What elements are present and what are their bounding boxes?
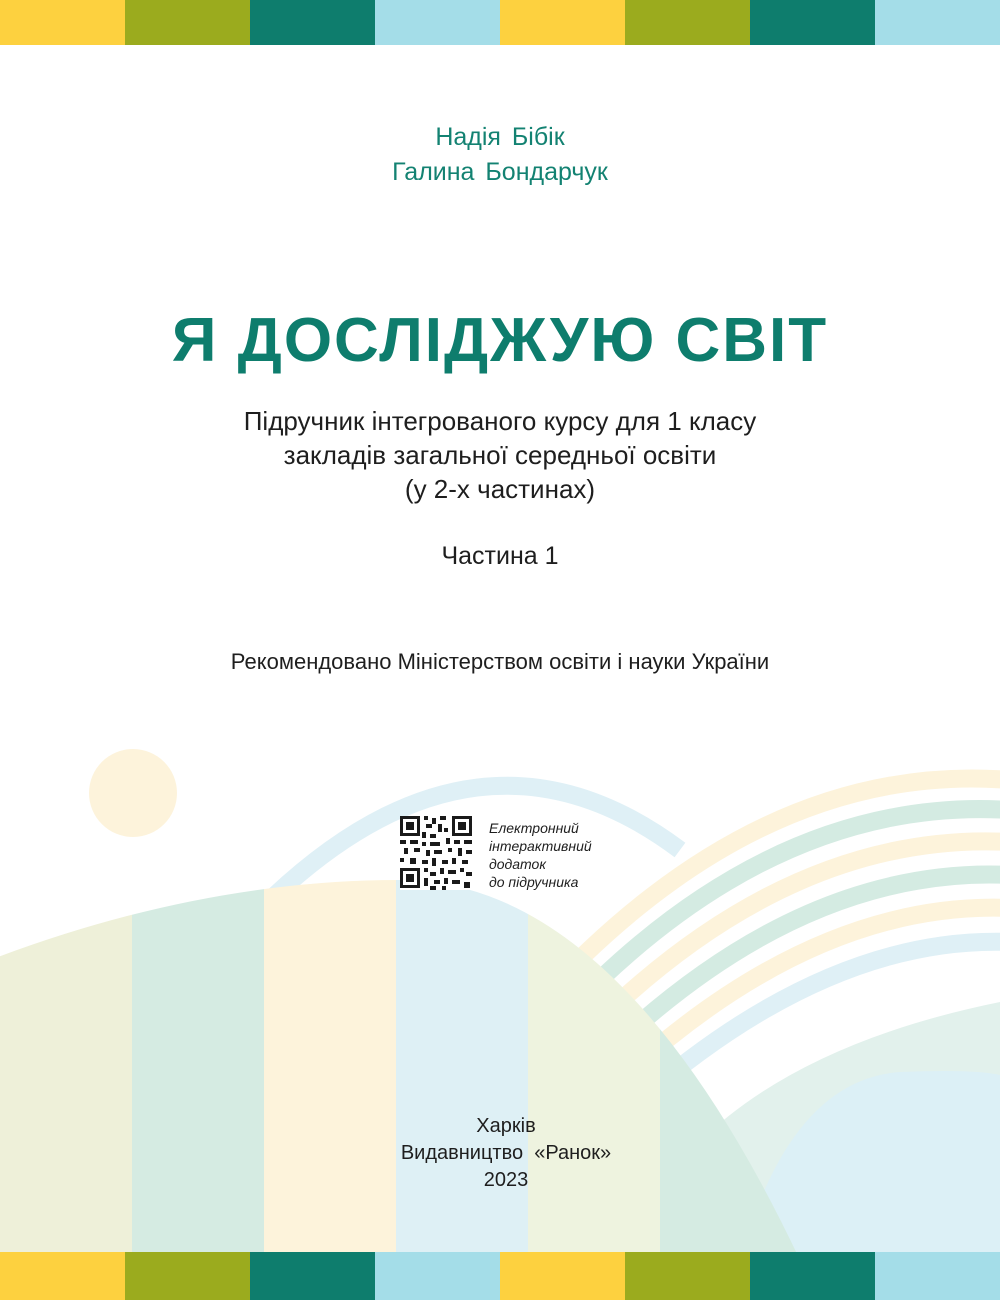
subtitle-line: Підручник інтегрованого курсу для 1 класу [243, 406, 757, 436]
stripe-segment [250, 0, 375, 45]
book-title: Я ДОСЛІДЖУЮ СВІТ [171, 306, 829, 375]
author-name: Галина Бондарчук [392, 158, 608, 186]
subtitle-line: (у 2-х частинах) [404, 474, 596, 504]
stripe-segment [125, 0, 250, 45]
stripe-segment [875, 0, 1000, 45]
part-label: Частина 1 [441, 542, 559, 570]
publisher-name: Видавництво «Ранок» [400, 1142, 612, 1164]
subtitle-line: закладів загальної середньої освіти [283, 440, 717, 470]
qr-caption-line: Електронний [489, 820, 579, 836]
stripe-segment [500, 0, 625, 45]
stripe-segment [375, 0, 500, 45]
stripe-segment [750, 1252, 875, 1300]
publication-year: 2023 [483, 1169, 529, 1191]
qr-caption-line: інтерактивний [489, 838, 592, 854]
stripe-segment [0, 1252, 125, 1300]
book-subtitle [0, 404, 1000, 506]
authors [0, 120, 1000, 190]
recommendation-text: Рекомендовано Міністерством освіти і науки України [230, 649, 770, 674]
stripe-segment [0, 0, 125, 45]
stripe-segment [625, 1252, 750, 1300]
author-name: Надія Бібік [435, 123, 565, 151]
qr-caption-line: до підручника [489, 874, 579, 890]
qr-caption [489, 819, 592, 891]
stripe-segment [500, 1252, 625, 1300]
stripe-segment [250, 1252, 375, 1300]
publisher-city: Харків [476, 1115, 536, 1137]
stripe-segment [625, 0, 750, 45]
top-color-stripe [0, 0, 1000, 45]
stripe-segment [375, 1252, 500, 1300]
stripe-segment [750, 0, 875, 45]
qr-code-icon[interactable] [400, 816, 474, 890]
qr-caption-line: додаток [489, 856, 546, 872]
stripe-segment [125, 1252, 250, 1300]
stripe-segment [875, 1252, 1000, 1300]
publisher-info [0, 1113, 1000, 1194]
bottom-color-stripe [0, 1252, 1000, 1300]
